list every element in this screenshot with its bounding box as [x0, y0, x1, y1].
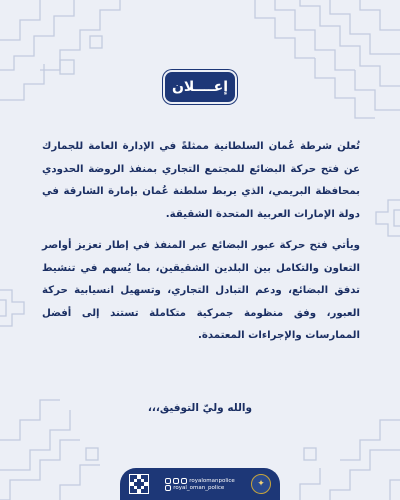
- youtube-icon[interactable]: [165, 485, 171, 491]
- paragraph-2: ويأتي فتح حركة عبور البضائع عبر المنفذ في إطار تعزيز أواصر التعاون والتكامل بين البلدين الشقيقين، بما يُسهم في تنشيط تدفق البضائع، ودعم التبادل التجاري، وتسهيل انسيابية حركة العبور، وفق منظومة جمركية متكاملة تستند إلى أفضل الممارسات والإجراءات المعتمدة.: [42, 240, 360, 341]
- royal-oman-police-emblem-icon: ✦: [251, 474, 271, 494]
- qr-code-icon[interactable]: [129, 474, 149, 494]
- facebook-icon[interactable]: [181, 478, 187, 484]
- paragraph-1: تُعلن شرطة عُمان السلطانية ممثلةً في الإدارة العامة للجمارك عن فتح حركة البضائع للمجتمع التجاري بمنفذ الروضة الحدودي بمحافظة البريمي، الذي يربط سلطنة عُمان بإمارة الشارقة في دولة الإمارات العربية المتحدة الشقيقة.: [42, 141, 360, 220]
- announcement-body: [42, 136, 360, 348]
- announcement-title-badge: [165, 72, 235, 102]
- closing-line: والله وليّ التوفيق،،،: [147, 402, 253, 414]
- page-title: إعــــلان: [171, 79, 229, 95]
- handle-primary[interactable]: royalomanpolice: [189, 477, 235, 484]
- x-icon[interactable]: [173, 478, 179, 484]
- footer-bar: [120, 468, 280, 500]
- social-handles: [165, 478, 235, 491]
- instagram-icon[interactable]: [165, 478, 171, 484]
- handle-secondary[interactable]: royal_oman_police: [173, 484, 225, 491]
